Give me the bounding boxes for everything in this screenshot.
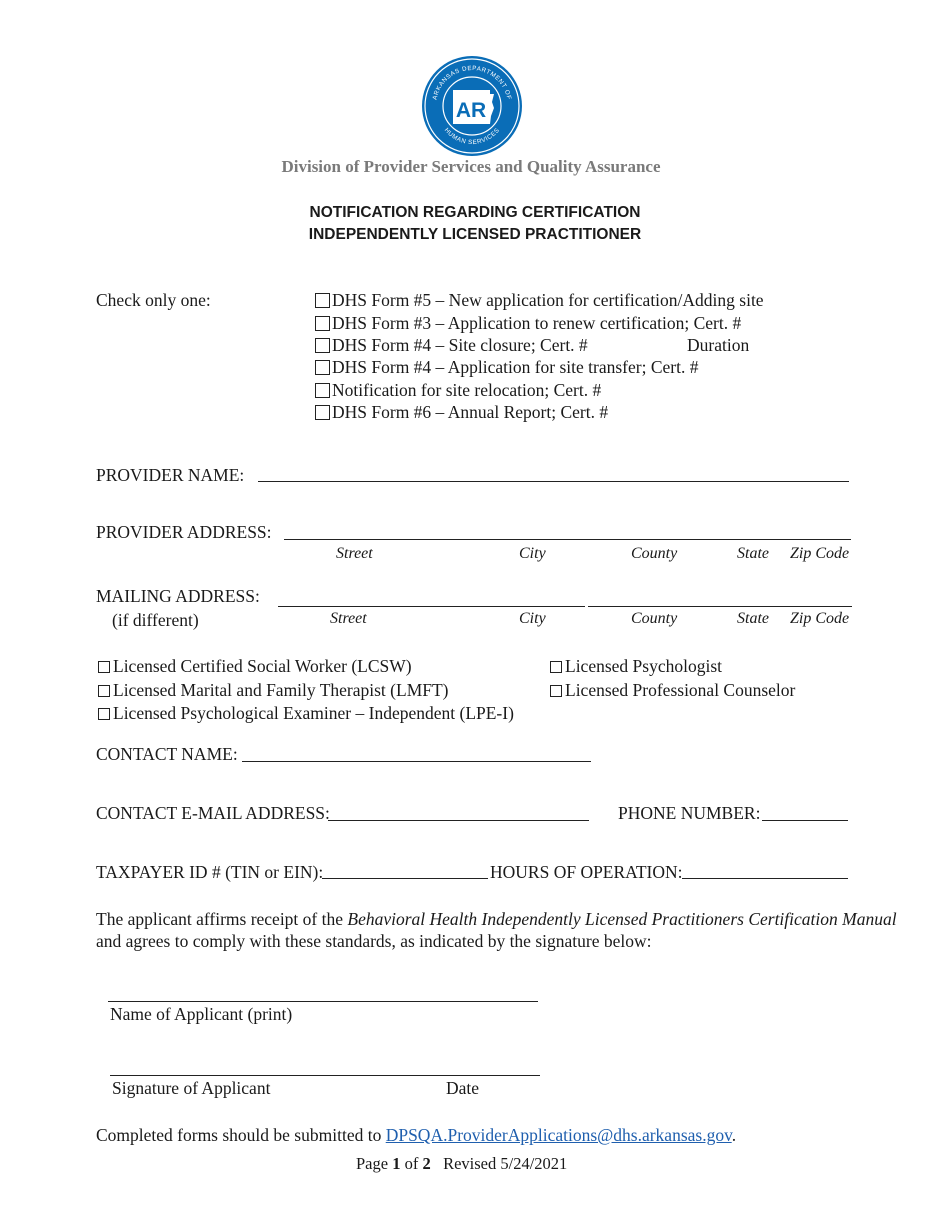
checkbox[interactable] [550,685,562,697]
mailing-sub-zip: Zip Code [790,610,850,627]
checkbox[interactable] [98,685,110,697]
taxpayer-id-label: TAXPAYER ID # (TIN or EIN): [96,862,324,882]
mailing-sub-street: Street [330,610,367,627]
provider-name-label: PROVIDER NAME: [96,465,245,485]
submission-email-link[interactable]: DPSQA.ProviderApplications@dhs.arkansas.gov [385,1125,732,1145]
duration-label: Duration [687,335,750,355]
mailing-street-field[interactable] [278,606,585,607]
seal-text-bottom: HUMAN SERVICES [442,126,502,147]
license-lmft[interactable]: Licensed Marital and Family Therapist (LMFT) [98,679,449,701]
option-form6[interactable]: DHS Form #6 – Annual Report; Cert. # [315,401,608,423]
provider-address-field[interactable] [284,539,851,540]
date-label: Date [446,1078,480,1098]
license-psychologist[interactable]: Licensed Psychologist [550,655,722,677]
option-site-relocation[interactable]: Notification for site relocation; Cert. # [315,379,601,401]
affirmation-line1: The applicant affirms receipt of the Behavioral Health Independently Licensed Practitioners Certification Manual [96,909,897,929]
affirmation-line2: and agrees to comply with these standards, as indicated by the signature below: [96,931,652,951]
mailing-sub-state: State [737,610,769,627]
address-sub-street: Street [336,545,373,562]
checkbox[interactable] [98,661,110,673]
mailing-rest-field[interactable] [588,606,852,607]
address-sub-city: City [519,545,546,562]
address-sub-state: State [737,545,769,562]
option-form5[interactable]: DHS Form #5 – New application for certification/Adding site [315,289,764,311]
phone-number-field[interactable] [762,820,848,821]
provider-address-label: PROVIDER ADDRESS: [96,522,272,542]
contact-name-label: CONTACT NAME: [96,744,238,764]
dhs-seal-logo [420,54,524,158]
license-lcsw[interactable]: Licensed Certified Social Worker (LCSW) [98,655,412,677]
provider-name-field[interactable] [258,481,849,482]
phone-number-label: PHONE NUMBER: [618,803,761,823]
checkbox[interactable] [315,405,330,420]
revision-date: Revised 5/24/2021 [443,1154,568,1173]
applicant-name-label: Name of Applicant (print) [110,1004,293,1024]
option-form4-transfer[interactable]: DHS Form #4 – Application for site transfer; Cert. # [315,356,698,378]
contact-email-label: CONTACT E-MAIL ADDRESS: [96,803,330,823]
mailing-sub-city: City [519,610,546,627]
checkbox[interactable] [315,293,330,308]
mailing-address-label: MAILING ADDRESS: [96,586,260,606]
contact-name-field[interactable] [242,761,591,762]
page-indicator: Page 1 of 2 Revised 5/24/2021 [356,1154,568,1173]
option-form3[interactable]: DHS Form #3 – Application to renew certification; Cert. # [315,312,741,334]
manual-title: Behavioral Health Independently Licensed Practitioners Certification Manual [347,909,897,929]
submission-instructions: Completed forms should be submitted to DPSQA.ProviderApplications@dhs.arkansas.gov. [96,1125,737,1145]
form-title-line2: INDEPENDENTLY LICENSED PRACTITIONER [308,226,642,243]
check-only-one-label: Check only one: [96,290,211,310]
taxpayer-id-field[interactable] [322,878,488,879]
checkbox[interactable] [315,383,330,398]
mailing-if-different: (if different) [112,610,199,630]
address-sub-county: County [631,545,678,562]
checkbox[interactable] [315,316,330,331]
applicant-signature-field[interactable] [110,1075,540,1076]
form-title-line1: NOTIFICATION REGARDING CERTIFICATION [309,204,641,221]
contact-email-field[interactable] [328,820,589,821]
applicant-signature-label: Signature of Applicant [112,1078,271,1098]
checkbox[interactable] [550,661,562,673]
applicant-name-field[interactable] [108,1001,538,1002]
hours-of-operation-field[interactable] [682,878,848,879]
seal-text-top: ARKANSAS DEPARTMENT OF [431,64,513,101]
checkbox[interactable] [98,708,110,720]
address-sub-zip: Zip Code [790,545,850,562]
checkbox[interactable] [315,360,330,375]
division-name: Division of Provider Services and Quality Assurance [281,157,661,176]
license-professional-counselor[interactable]: Licensed Professional Counselor [550,679,795,701]
hours-of-operation-label: HOURS OF OPERATION: [490,862,683,882]
license-lpe-i[interactable]: Licensed Psychological Examiner – Independent (LPE-I) [98,702,514,724]
mailing-sub-county: County [631,610,678,627]
option-form4-closure[interactable]: DHS Form #4 – Site closure; Cert. # [315,334,588,356]
svg-text:AR: AR [455,99,487,122]
checkbox[interactable] [315,338,330,353]
